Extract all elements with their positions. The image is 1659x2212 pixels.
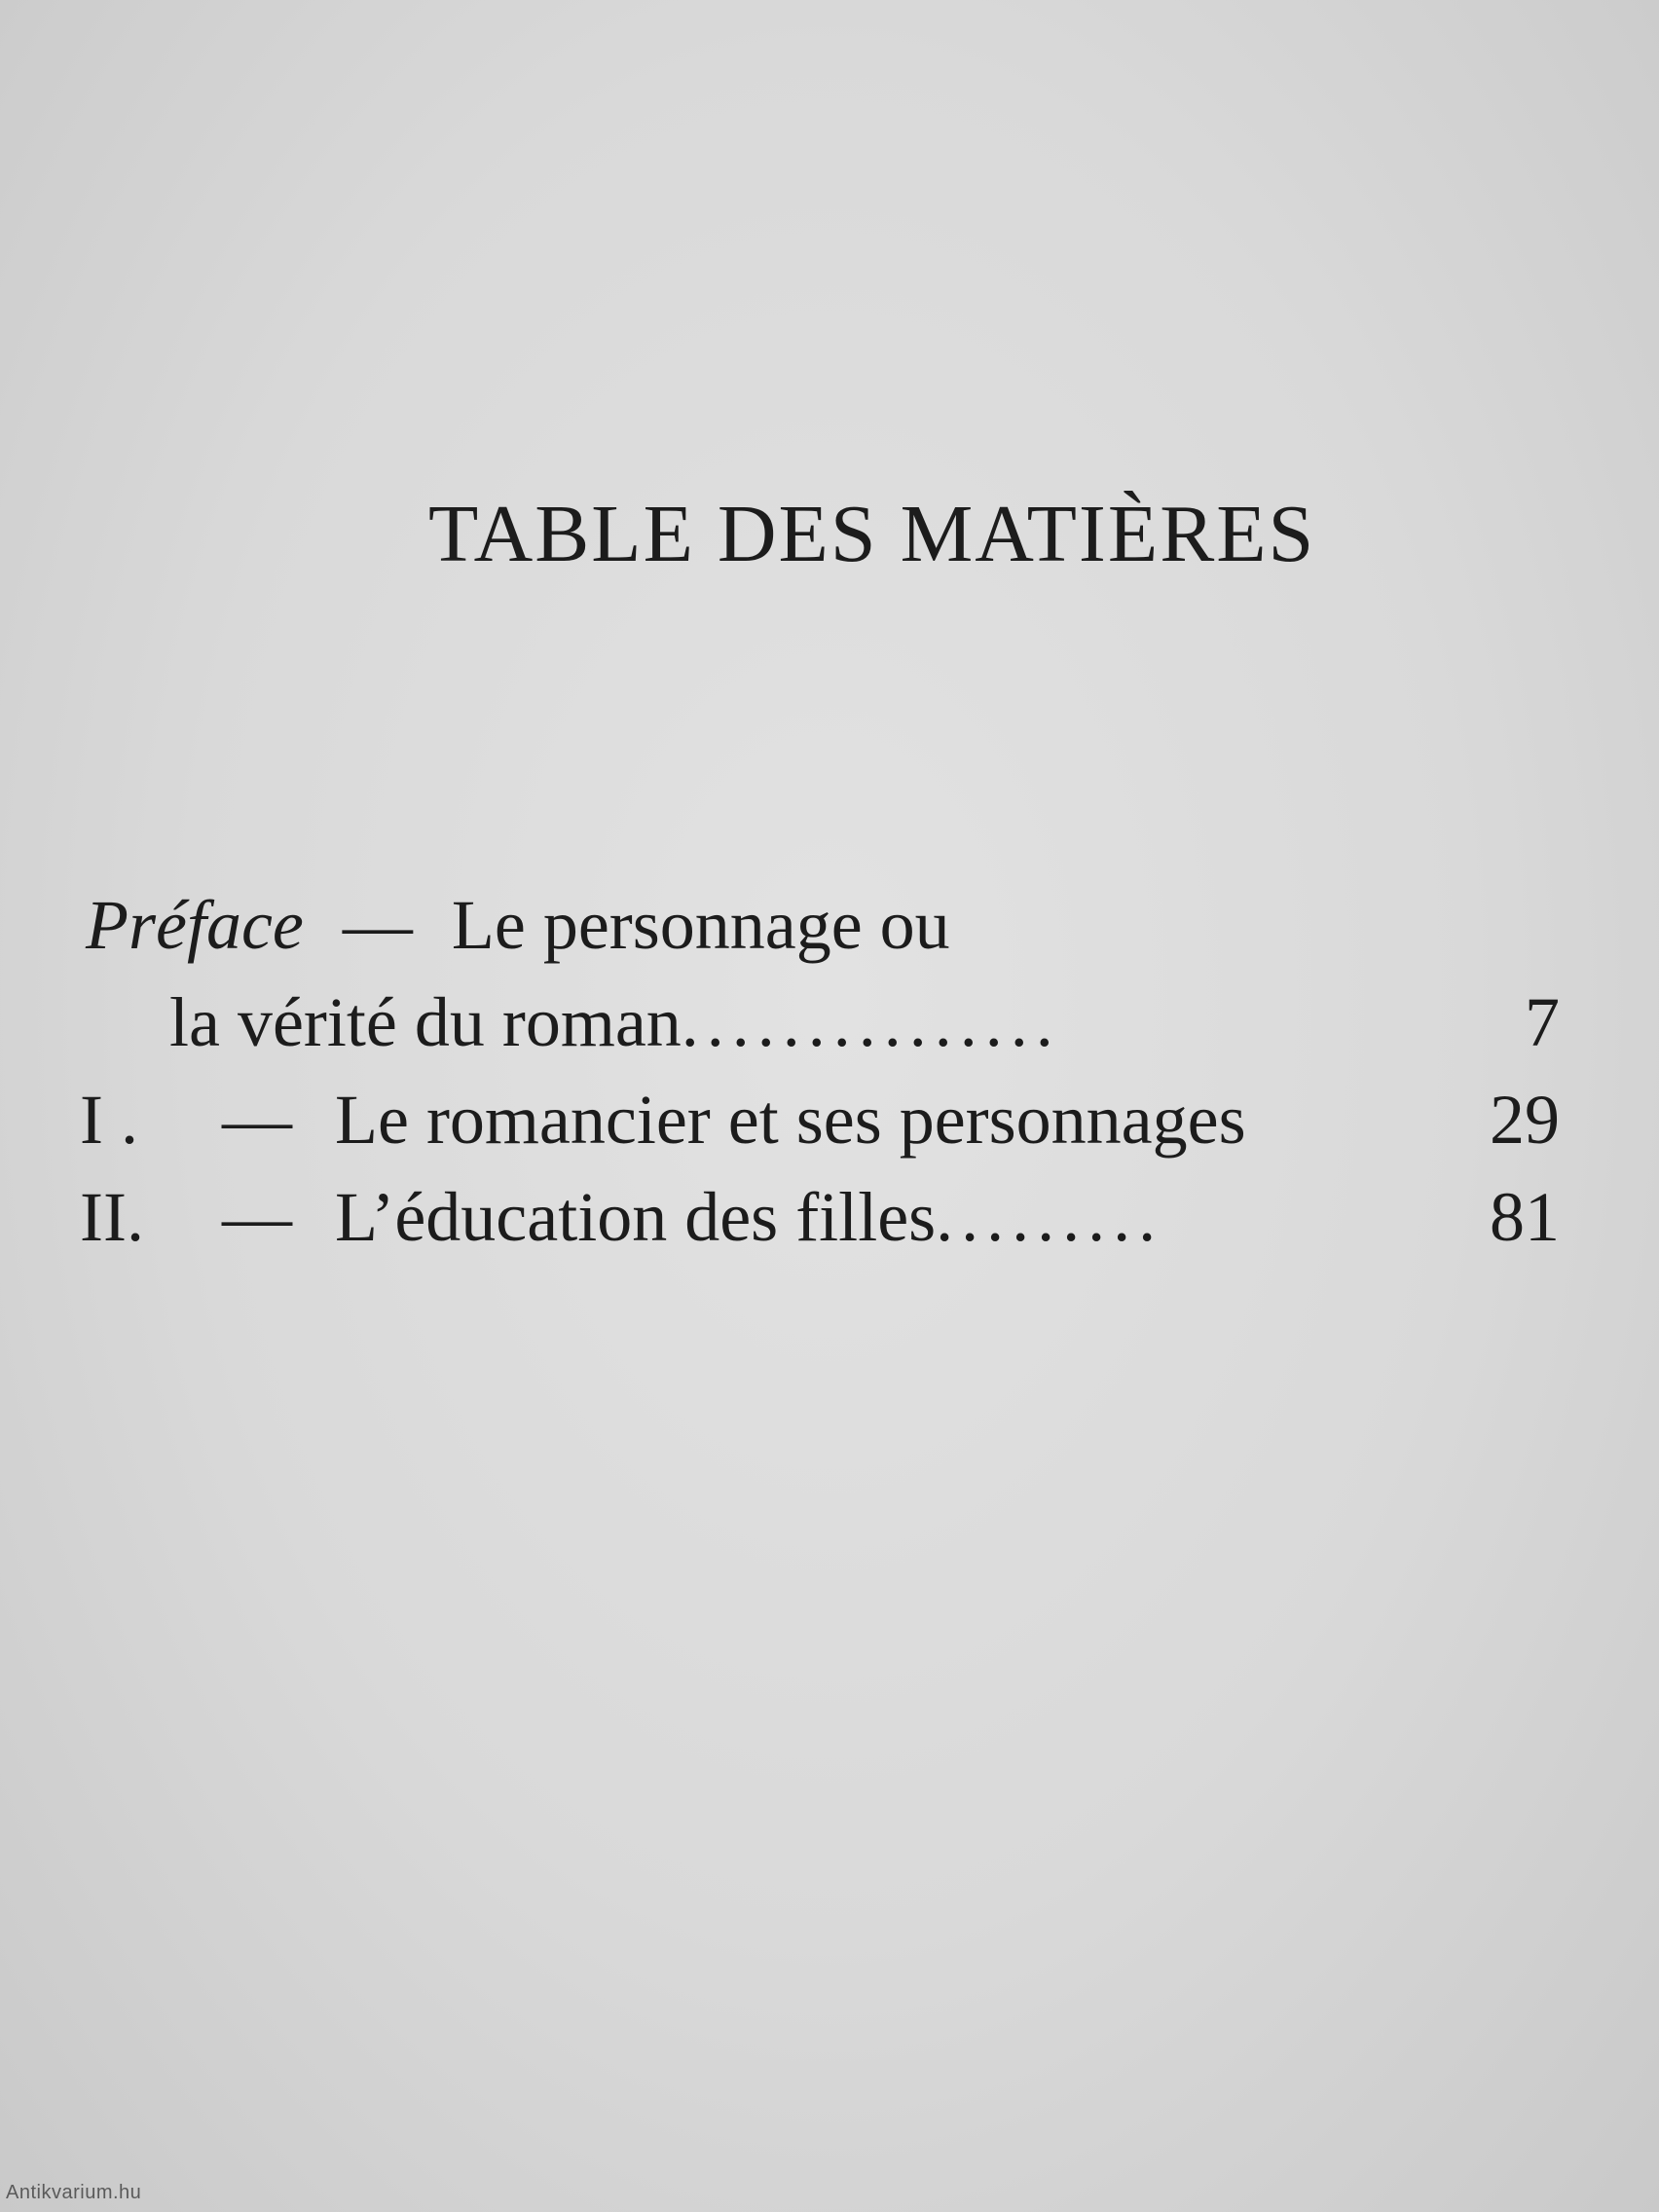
toc-label: II.	[80, 1178, 144, 1256]
toc-separator: —	[342, 886, 413, 964]
toc-entry-text: la vérité du roman	[169, 983, 682, 1061]
toc-entry-heading	[335, 1168, 1163, 1266]
toc-entry-preface	[80, 876, 1560, 974]
toc-entry-heading	[86, 876, 950, 974]
toc-entry-text: Le personnage ou	[451, 886, 950, 964]
table-of-contents	[80, 876, 1560, 1266]
toc-leader: ...............	[681, 983, 1061, 1061]
page-title: TABLE DES MATIÈRES	[428, 489, 1316, 579]
watermark: Antikvarium.hu	[6, 2182, 142, 2203]
toc-label: I .	[80, 1081, 138, 1159]
toc-page-number: 7	[1525, 983, 1560, 1061]
toc-label: Préface	[86, 886, 304, 964]
toc-page-number: 81	[1490, 1178, 1560, 1256]
toc-entry-chapter-1	[80, 1071, 1560, 1168]
toc-separator: —	[222, 1178, 292, 1256]
toc-entry-preface-continuation	[80, 974, 1560, 1071]
toc-entry-text: L’éducation des filles	[335, 1178, 937, 1256]
toc-separator: —	[222, 1081, 292, 1159]
toc-entry-chapter-2	[80, 1168, 1560, 1266]
toc-leader: .........	[936, 1178, 1164, 1256]
toc-entry-text: Le romancier et ses personnages	[335, 1081, 1246, 1159]
toc-page-number: 29	[1490, 1081, 1560, 1159]
toc-entry-heading	[169, 974, 1061, 1071]
